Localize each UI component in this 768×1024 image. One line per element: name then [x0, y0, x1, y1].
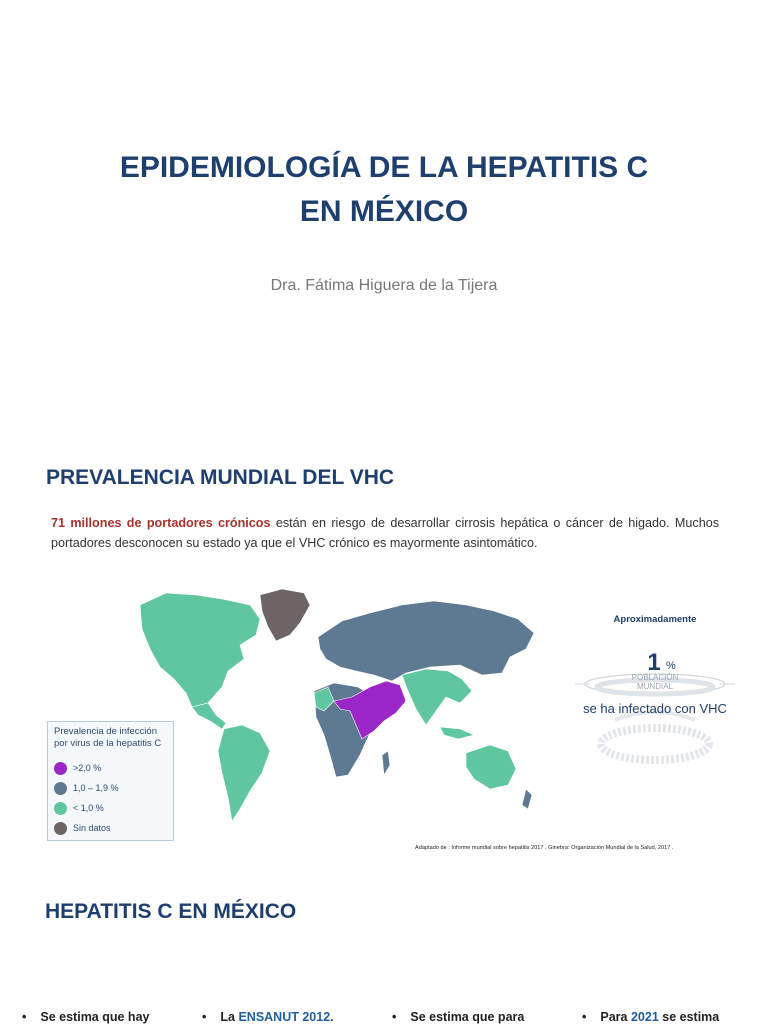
legend-item-high	[54, 758, 167, 778]
bullet-dot: •	[22, 1010, 27, 1024]
poblacion-line-1: POBLACIÓN	[631, 673, 679, 682]
bullet-item	[202, 1010, 334, 1024]
map-south-asia	[402, 669, 472, 725]
highlight-carriers: 71 millones de portadores crónicos	[51, 516, 271, 530]
legend-item-low	[54, 798, 167, 818]
legend-title: Prevalencia de infección por virus de la hepatitis C	[54, 726, 162, 749]
legend-swatch-high	[54, 762, 67, 775]
map-australia	[466, 745, 516, 789]
bullet-emphasis: ENSANUT 2012.	[238, 1010, 334, 1024]
infected-caption: se ha infectado con VHC	[583, 701, 727, 716]
legend-label-high: >2,0 %	[73, 763, 102, 773]
poblacion-line-2: MUNDIAL	[636, 682, 674, 691]
ring-bottom	[601, 728, 709, 760]
legend-swatch-nodata	[54, 822, 67, 835]
bullet-text-post: se estima	[658, 1010, 720, 1024]
bullet-item	[22, 1010, 149, 1024]
map-indonesia	[440, 727, 474, 739]
legend-item-nodata	[54, 818, 167, 838]
intro-text: están en riesgo de desarrollar cirrosis hepática o cáncer de higado. Muchos portadores desconocen su estado ya que el VHC crónico es mayormente asintomático.	[51, 516, 720, 550]
one-value: 1	[647, 649, 661, 676]
map-central-america	[192, 703, 226, 729]
world-map	[130, 583, 550, 833]
percent-unit: %	[666, 660, 676, 672]
bullet-dot: •	[392, 1010, 397, 1024]
legend-label-nodata: Sin datos	[73, 823, 111, 833]
bullet-emphasis: 2021	[630, 1010, 659, 1024]
map-new-zealand	[522, 789, 532, 809]
source-note: Adaptado de : Informe mundial sobre hepatitis 2017 . Ginebra: Organización Mundial de la Salud, 2017 .	[415, 845, 674, 851]
map-madagascar	[382, 751, 390, 775]
author-name: Dra. Fátima Higuera de la Tijera	[270, 277, 498, 294]
intro-paragraph	[51, 513, 719, 553]
legend-label-low: < 1,0 %	[73, 803, 104, 813]
legend-item-mid	[54, 778, 167, 798]
bullet-text: Se estima que hay	[40, 1010, 150, 1024]
section-heading-prevalence: PREVALENCIA MUNDIAL DEL VHC	[46, 466, 395, 489]
title-line-2: EN MÉXICO	[299, 195, 469, 228]
legend-swatch-mid	[54, 782, 67, 795]
map-south-america	[218, 725, 270, 821]
page-title	[0, 146, 768, 234]
bullet-dot: •	[202, 1010, 207, 1024]
bullet-dot: •	[582, 1010, 587, 1024]
bullet-text: La	[220, 1010, 239, 1024]
bullet-item	[582, 1010, 719, 1024]
section-heading-mexico: HEPATITIS C EN MÉXICO	[45, 900, 297, 923]
title-line-1: EPIDEMIOLOGÍA DE LA HEPATITIS C	[119, 151, 649, 184]
legend-label-mid: 1,0 – 1,9 %	[73, 783, 119, 793]
map-greenland	[260, 589, 310, 641]
approx-label: Aproximadamente	[613, 614, 697, 625]
bullet-text: Se estima que para	[410, 1010, 525, 1024]
bullet-item	[392, 1010, 524, 1024]
map-legend	[47, 721, 174, 841]
map-north-america	[140, 593, 260, 707]
legend-swatch-low	[54, 802, 67, 815]
bullet-text: Para	[600, 1010, 631, 1024]
